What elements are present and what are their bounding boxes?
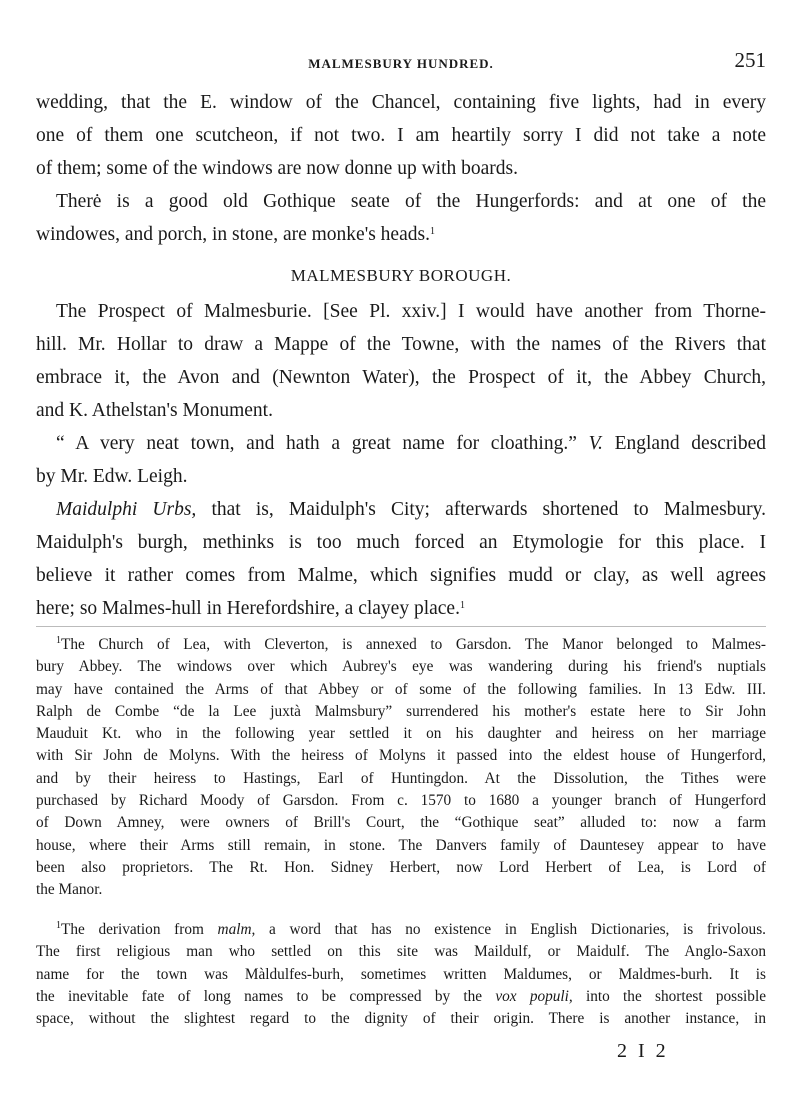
text-line: one of them one scutcheon, if not two. I am heartily sorry I did not take a note <box>36 125 766 146</box>
note-line: been also proprietors. The Rt. Hon. Sidney Herbert, now Lord Herbert of Lea, is Lord of <box>36 858 766 876</box>
note-line <box>36 986 766 1008</box>
note-line: Ralph de Combe “de la Lee juxtà Malmsbury” surrendered his mother's estate here to Sir John <box>36 702 766 720</box>
note-line: Mauduit Kt. who in the following year settled it on his daughter and heiress on her marriage <box>36 725 766 743</box>
text-line <box>36 218 766 251</box>
footnote-1 <box>36 634 766 902</box>
text-span: a word that has no existence in English Dictionaries, is frivolous. <box>269 921 766 938</box>
note-line: bury Abbey. The windows over which Aubrey's eye was wandering during his friend's nuptials <box>36 658 766 676</box>
italic-term: Maidulphi Urbs, <box>56 499 197 520</box>
text-line: of them; some of the windows are now donne up with boards. <box>36 158 518 179</box>
page-header <box>36 48 766 78</box>
italic-term: malm, <box>217 921 256 938</box>
note-line <box>36 919 766 941</box>
text-line: The Prospect of Malmesburie. [See Pl. xxiv.] I would have another from Thorne- <box>56 301 766 322</box>
text-span: The Church of Lea, with Cleverton, is annexed to Garsdon. The Manor belonged to Malmes- <box>61 636 766 653</box>
footnote-2 <box>36 919 766 1030</box>
note-line: name for the town was Màldulfes-burh, sometimes written Maldumes, or Maldmes-burh. It is <box>36 965 766 983</box>
text-span: England described <box>614 433 766 454</box>
note-line: with Sir John de Molyns. With the heiress of Molyns it passed into the eldest house of Hungerford, <box>36 747 766 765</box>
note-line: the Manor. <box>36 881 103 899</box>
text-line: believe it rather comes from Malme, which signifies mudd or clay, as well agrees <box>36 565 766 586</box>
note-line: and by their heiress to Hastings, Earl of Huntingdon. At the Dissolution, the Tithes were <box>36 769 766 787</box>
footnote-rule <box>36 626 766 627</box>
text-span: that is, Maidulph's City; afterwards shortened to Malmesbury. <box>211 499 766 520</box>
main-text <box>36 86 766 625</box>
note-line: The first religious man who settled on this site was Maildulf, or Maidulf. The Anglo-Saxon <box>36 943 766 961</box>
text-span: the inevitable fate of long names to be compressed by the <box>36 987 483 1005</box>
text-line: Maidulph's burgh, methinks is too much forced an Etymologie for this place. I <box>36 532 766 553</box>
footnote-marker: 1 <box>429 226 435 237</box>
section-heading: MALMESBURY BOROUGH. <box>290 266 512 285</box>
footnote-marker: 1 <box>56 635 61 646</box>
text-span: into the shortest possible <box>586 987 766 1005</box>
note-line <box>36 634 766 656</box>
page-number: 251 <box>734 48 766 72</box>
text-line <box>36 592 766 625</box>
text-span: here; so Malmes-hull in Herefordshire, a clayey place. <box>36 598 460 619</box>
note-line: may have contained the Arms of that Abbey or of some of the following families. In 13 Edw. III. <box>36 680 766 698</box>
text-span: The derivation from <box>61 921 204 938</box>
note-line: of Down Amney, were owners of Brill's Court, the “Gothique seat” alluded to: now a farm <box>36 814 766 832</box>
text-line: wedding, that the E. window of the Chancel, containing five lights, had in every <box>36 92 766 113</box>
note-line: house, where their Arms still remain, in stone. The Danvers family of Dauntesey appear to have <box>36 836 766 854</box>
footnote-marker: 1 <box>56 920 61 931</box>
text-line: by Mr. Edw. Leigh. <box>36 466 188 487</box>
text-line: Therė is a good old Gothique seate of the Hungerfords: and at one of the <box>56 191 766 212</box>
text-line <box>36 493 766 526</box>
note-line: space, without the slightest regard to the dignity of their origin. There is another instance, in <box>36 1010 766 1028</box>
signature-mark: 2 I 2 <box>617 1040 669 1062</box>
text-span: windowes, and porch, in stone, are monke's heads. <box>36 224 430 245</box>
text-line: embrace it, the Avon and (Newnton Water), the Prospect of it, the Abbey Church, <box>36 367 766 388</box>
quote: “ A very neat town, and hath a great name for cloathing.” <box>56 433 577 454</box>
footnote-marker: 1 <box>459 600 465 611</box>
running-title: MALMESBURY HUNDRED. <box>308 56 494 71</box>
text-line: and K. Athelstan's Monument. <box>36 400 273 421</box>
italic-term: vox populi, <box>495 987 573 1005</box>
italic-ref: V. <box>588 433 603 454</box>
text-line <box>36 427 766 460</box>
text-line: hill. Mr. Hollar to draw a Mappe of the Towne, with the names of the Rivers that <box>36 334 766 355</box>
note-line: purchased by Richard Moody of Garsdon. From c. 1570 to 1680 a younger branch of Hungerford <box>36 792 766 810</box>
